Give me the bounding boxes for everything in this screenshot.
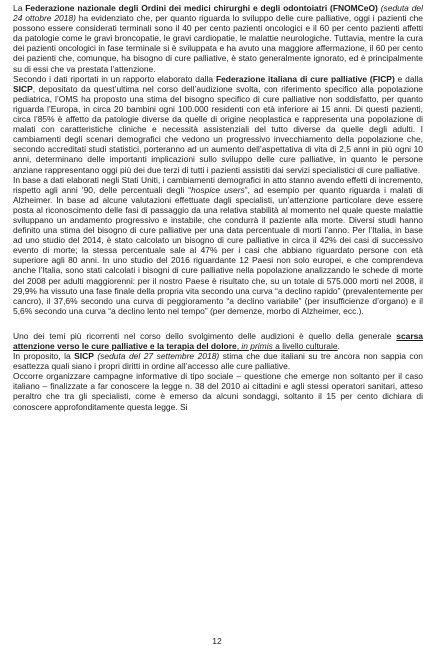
- text-run: Secondo i dati riportati in un rapporto elaborato dalla: [13, 73, 216, 84]
- text-run: SICP: [74, 351, 94, 362]
- text-run: (seduta del 27 settembre 2018): [97, 351, 220, 362]
- text-run: In proposito, la: [13, 351, 75, 362]
- text-run: scarsa attenzione verso le cure palliative e la terapia del dolore: [13, 330, 423, 351]
- page-number: 12: [212, 636, 222, 646]
- text-run: Federazione nazionale degli Ordini dei medici chirurghi e degli odontoiatri (FNOMCeO): [25, 3, 378, 13]
- text-run: (seduta del 24 ottobre 2018): [13, 3, 423, 24]
- text-run: in primis: [241, 341, 273, 351]
- paragraph-sicp-stima: [13, 351, 423, 371]
- text-run: Occorre organizzare campagne informative di tipo sociale – questione che emerge non soltanto per il caso italiano – finalizzate a far conoscere la legge n. 38 del 2010 ai cittadini e agli stessi operatori sanitari, atteso peraltro che tra gli specialisti, come è emerso da alcuni sondaggi, soltanto il 15 per cento dichiara di conoscere approfonditamente questa legge. Si: [13, 371, 423, 412]
- text-run: a livello culturale: [272, 341, 338, 351]
- paragraph-ficp-sicp: [13, 74, 423, 175]
- text-run: e dalla: [394, 73, 423, 84]
- text-run: hospice users: [191, 184, 245, 195]
- text-run: La: [13, 3, 26, 13]
- text-run: ,: [236, 341, 242, 351]
- text-run: .: [337, 341, 340, 351]
- text-run: In base a dati elaborati negli Stati Uniti, i cambiamenti demografici in atto stanno avendo effetti di incremento, rispetto agli anni ’90, delle percentuali degli “: [13, 174, 423, 195]
- paragraph-fnomceo: [13, 3, 423, 74]
- text-run: ha evidenziato che, per quanto riguarda lo sviluppo delle cure palliative, oggi i pazienti che possono essere considerati terminali sono il 40 per cento pazienti oncologici e il 60 per cento pazienti affetti da patologie come le gravi broncopatie, le gravi cardiopatie, le malattie neurologiche. Tuttavia, mentre la cura dei pazienti oncologici in fase terminale si è sviluppata e ha avuto una maggiore affermazione, il 60 per cento dei pazienti che, comunque, ha bisogno di cure palliative, è stato generalmente ignorato, ed è principalmente su di essi che va prestata l’attenzione.: [13, 13, 424, 74]
- text-run: Uno dei temi più ricorrenti nel corso dello svolgimento delle audizioni è quello della generale: [13, 330, 397, 341]
- paragraph-stati-uniti: [13, 175, 423, 316]
- text-run: stima che due italiani su tre ancora non sappia con esattezza quali siano i propri diritti in ordine all’accesso alle cure palliative.: [13, 351, 423, 372]
- paragraph-scarsa-attenzione: [13, 331, 423, 351]
- text-run: Federazione italiana di cure palliative (FICP): [215, 73, 395, 84]
- text-run: ”, ad esempio per quanto riguarda i malati di Alzheimer. In base ad alcune valutazioni effettuate dagli specialisti, un’attenzione particolare deve essere posta al riconoscimento delle fasi di passaggio da una relativa stabilità al momento nel quale queste malattie sviluppano un andamento progressivo e instabile, che condurrà il paziente alla morte. Diversi studi hanno definito una stima del bisogno di cure palliative per una data percentuale di morti l’anno. Per l’Italia, in base ad uno studio del 2014, è stato calcolato un bisogno di cure palliative in circa il 42% dei casi di successivo evento di morte; la stessa percentuale sale al 47% per i casi che abbiano riguardato persone con età superiore agli 80 anni. In uno studio del 2016 riguardante 12 Paesi non solo europei, e che comprendeva anche l’Italia, sono stati calcolati i bisogni di cure palliative nella popolazione analizzando le schede di morte del 2008 per adulti maggiorenni: per il nostro Paese è risultato che, su un totale di 575.000 morti nel 2008, il 29,9% ha vissuto una fase finale della propria vita secondo una curva “a declino rapido” (prevalentemente per cancro), il 37,6% secondo una curva di peggioramento “a declino variabile” (per insufficienze d’organo) e il 5,6% secondo una curva “a declino lento nel tempo” (per demenze, morbo di Alzheimer, ecc.).: [13, 184, 424, 316]
- paragraph-campagne-informative: [13, 371, 423, 411]
- text-run: , depositato da quest’ultima nel corso dell’audizione svolta, con riferimento specifico alla popolazione pediatrica, l’OMS ha proposto una stima del bisogno specifico di cure palliative non soddisfatto, per quanto riguarda l’Europa, in circa 20 bambini ogni 100.000 residenti con età inferiore ai 15 anni. Di questi pazienti, circa l’85% è affetto da patologie diverse da quelle di origine neoplastica e rappresenta una popolazione di malati con caratteristiche cliniche e necessità assistenziali del tutto diverse da quelle degli adulti. I cambiamenti degli scenari demografici che vedono un progressivo invecchiamento della popolazione che, secondo accreditati studi statistici, porteranno ad un aumento dell’aspettativa di vita di 2,5 anni in più ogni 10 anni, determinano delle importanti implicazioni sullo sviluppo delle cure palliative, in quanto le persone anziane rappresentano oggi più dei due terzi di tutti i pazienti assistiti dai servizi specialistici di cure palliative.: [13, 83, 423, 175]
- text-run: SICP: [13, 83, 33, 94]
